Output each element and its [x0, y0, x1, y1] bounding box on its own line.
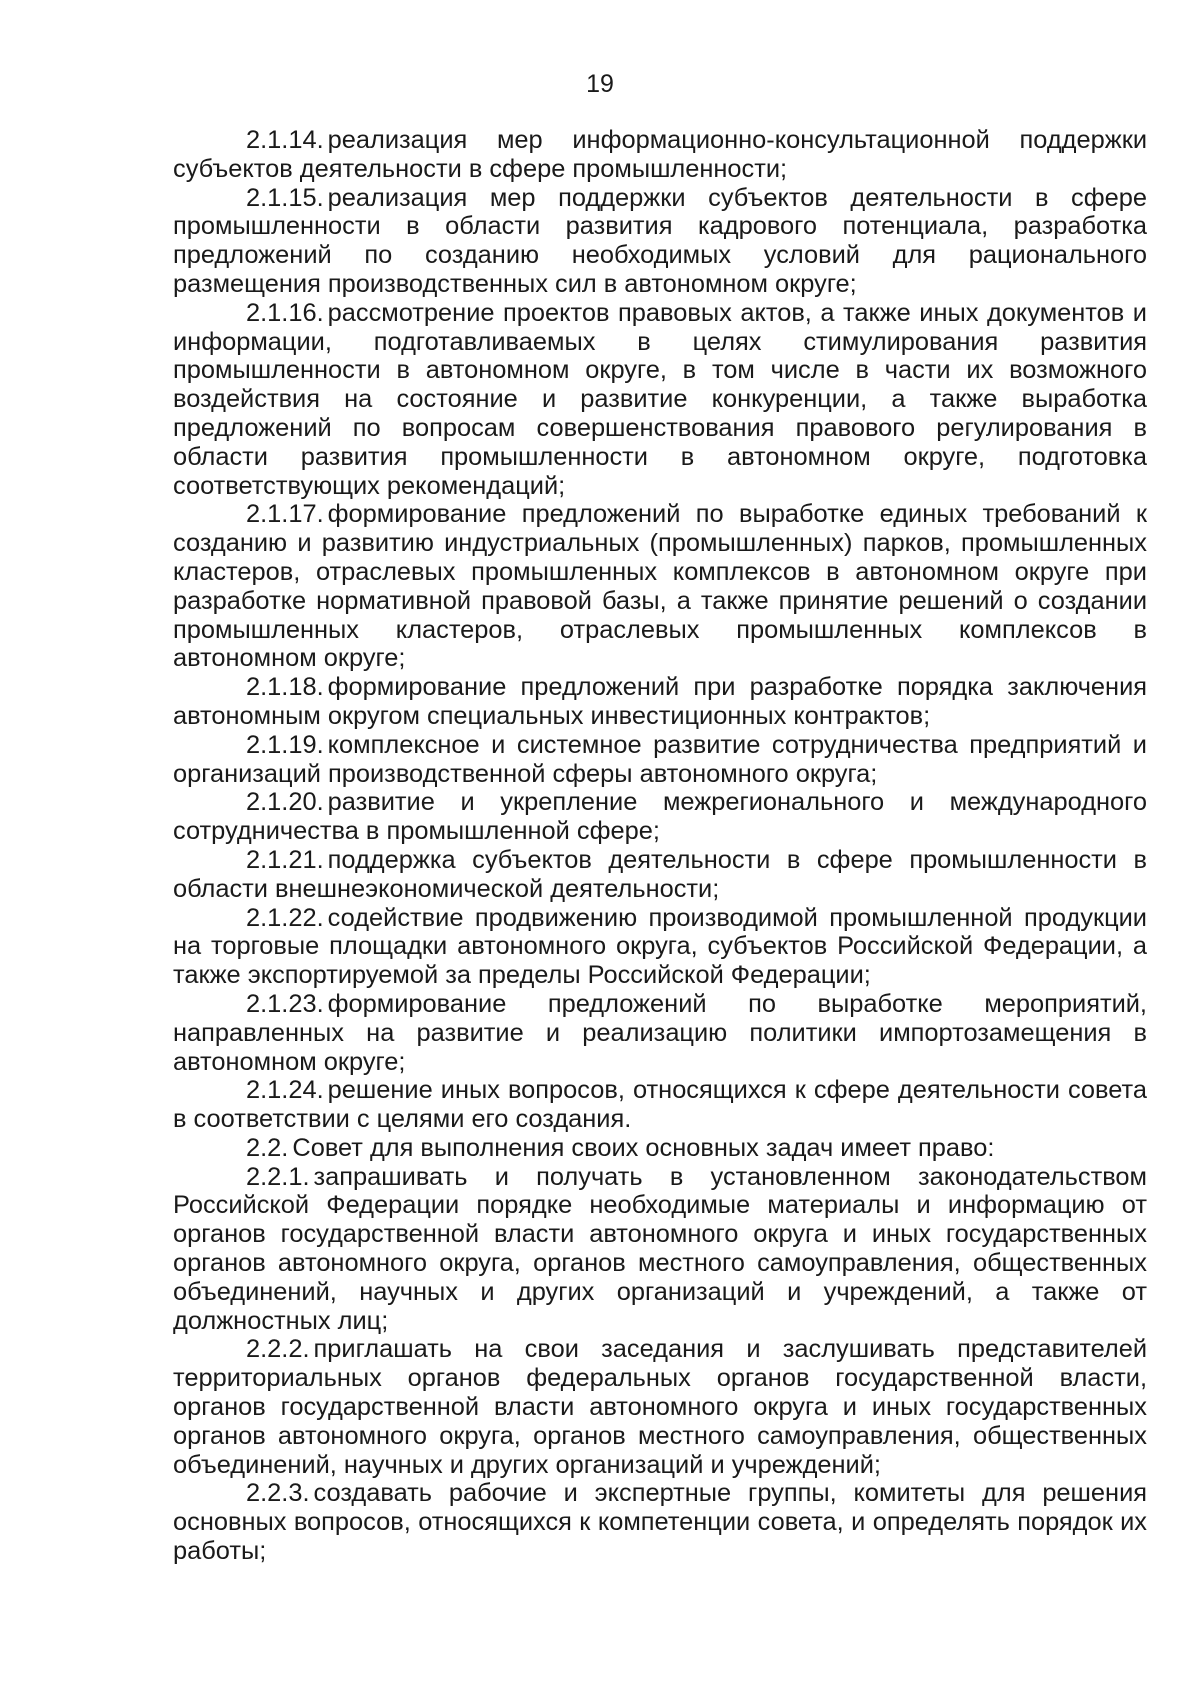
paragraph-text: решение иных вопросов, относящихся к сфере деятельности совета в соответствии с целями его создания. — [173, 1076, 1147, 1134]
paragraph-2-1-15 — [173, 184, 1147, 299]
paragraph-number: 2.2.3. — [246, 1479, 310, 1508]
paragraph-number: 2.1.24. — [246, 1076, 324, 1105]
paragraph-text: формирование предложений по выработке единых требований к созданию и развитию индустриальных (промышленных) парков, промышленных кластеров, отраслевых промышленных комплексов в автономном округе при разработке нормативной правовой базы, а также принятие решений о создании промышленных кластеров, отраслевых промышленных комплексов в автономном округе; — [173, 500, 1147, 673]
paragraph-text: приглашать на свои заседания и заслушивать представителей территориальных органов федеральных органов государственной власти, органов государственной власти автономного округа и иных государственных органов автономного округа, органов местного самоуправления, общественных объединений, научных и других организаций и учреждений; — [173, 1335, 1147, 1479]
paragraph-text: комплексное и системное развитие сотрудничества предприятий и организаций производственной сферы автономного округа; — [173, 730, 1147, 788]
paragraph-text: поддержка субъектов деятельности в сфере промышленности в области внешнеэкономической деятельности; — [173, 845, 1147, 903]
paragraph-2-1-20 — [173, 788, 1147, 846]
paragraph-number: 2.1.16. — [246, 298, 324, 327]
document-body — [173, 126, 1147, 1566]
paragraph-number: 2.2. — [246, 1133, 289, 1162]
paragraph-2-1-18 — [173, 673, 1147, 731]
paragraph-text: формирование предложений при разработке порядка заключения автономным округом специальных инвестиционных контрактов; — [173, 673, 1147, 730]
paragraph-2-1-24 — [173, 1076, 1147, 1134]
paragraph-2-2 — [173, 1134, 1147, 1163]
paragraph-text: содействие продвижению производимой промышленной продукции на торговые площадки автономного округа, субъектов Российской Федерации, а также экспортируемой за пределы Российской Федерации; — [173, 903, 1147, 990]
paragraph-2-1-19 — [173, 731, 1147, 789]
paragraph-text: реализация мер поддержки субъектов деятельности в сфере промышленности в области развития кадрового потенциала, разработка предложений по созданию необходимых условий для рационального размещения производственных сил в автономном округе; — [173, 183, 1147, 298]
paragraph-2-1-22 — [173, 904, 1147, 990]
paragraph-text: запрашивать и получать в установленном законодательством Российской Федерации порядке необходимые материалы и информацию от органов государственной власти автономного округа и иных государственных органов автономного округа, органов местного самоуправления, общественных объединений, научных и других организаций и учреждений, а также от должностных лиц; — [173, 1162, 1147, 1335]
paragraph-number: 2.1.15. — [246, 183, 324, 212]
paragraph-number: 2.1.22. — [246, 903, 324, 932]
paragraph-text: Совет для выполнения своих основных задач имеет право: — [292, 1133, 995, 1162]
paragraph-text: рассмотрение проектов правовых актов, а также иных документов и информации, подготавливаемых в целях стимулирования развития промышленности в автономном округе, в том числе в части их возможного воздействия на состояние и развитие конкуренции, а также выработка предложений по вопросам совершенствования правового регулирования в области развития промышленности в автономном округе, подготовка соответствующих рекомендаций; — [173, 298, 1147, 500]
paragraph-number: 2.2.1. — [246, 1162, 310, 1191]
paragraph-number: 2.1.17. — [246, 500, 324, 529]
paragraph-text: реализация мер информационно-консультационной поддержки субъектов деятельности в сфере промышленности; — [173, 126, 1147, 183]
paragraph-number: 2.1.19. — [246, 730, 324, 759]
paragraph-text: развитие и укрепление межрегионального и международного сотрудничества в промышленной сфере; — [173, 788, 1147, 846]
paragraph-number: 2.1.23. — [246, 989, 324, 1018]
paragraph-number: 2.1.18. — [246, 673, 324, 702]
paragraph-2-2-3 — [173, 1479, 1147, 1565]
paragraph-number: 2.1.14. — [246, 126, 324, 154]
paragraph-text: создавать рабочие и экспертные группы, комитеты для решения основных вопросов, относящихся к компетенции совета, и определять порядок их работы; — [173, 1479, 1147, 1566]
paragraph-2-1-14 — [173, 126, 1147, 184]
paragraph-2-2-2 — [173, 1335, 1147, 1479]
page-number: 19 — [586, 70, 614, 98]
paragraph-2-1-16 — [173, 299, 1147, 501]
paragraph-2-2-1 — [173, 1163, 1147, 1336]
paragraph-number: 2.1.20. — [246, 788, 324, 817]
paragraph-number: 2.2.2. — [246, 1335, 310, 1364]
paragraph-number: 2.1.21. — [246, 845, 324, 874]
paragraph-2-1-23 — [173, 990, 1147, 1076]
paragraph-text: формирование предложений по выработке мероприятий, направленных на развитие и реализацию политики импортозамещения в автономном округе; — [173, 989, 1147, 1076]
paragraph-2-1-17 — [173, 500, 1147, 673]
paragraph-2-1-21 — [173, 846, 1147, 904]
